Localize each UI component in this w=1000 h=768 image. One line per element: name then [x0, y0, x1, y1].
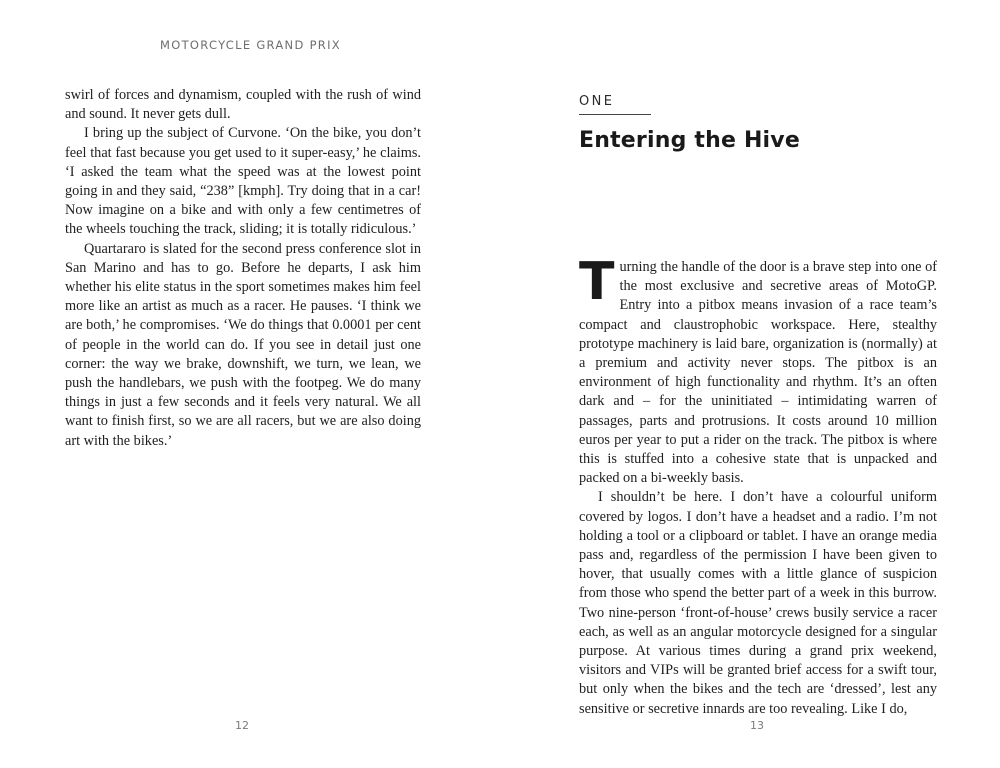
left-page-body — [65, 86, 421, 451]
page-number: 12 — [235, 719, 249, 732]
opening-paragraph — [579, 252, 937, 488]
opening-paragraph-text: urning the handle of the door is a brave step into one of the most exclusive and secretive areas of MotoGP. Entry into a pitbox means invasion of a race team’s compact and claustrophobic workspace. Here, stealthy prototype machinery is laid bare, organization is (normally) at a premium and activity never stops. The pitbox is an environment of high functionality and rhythm. It’s an often dark and – for the uninitiated – intimidating warren of passages, parts and protrusions. It costs around 10 million euros per year to put a rider on the track. The pitbox is where this is stuffed into a cohesive state that is unpacked and packed on a bi-weekly basis. — [579, 259, 937, 487]
right-page — [500, 0, 1000, 768]
chapter-label: ONE — [579, 94, 651, 115]
right-page-body — [579, 252, 937, 719]
paragraph: swirl of forces and dynamism, coupled with the rush of wind and sound. It never gets dull. — [65, 87, 421, 123]
drop-cap: T — [579, 252, 615, 312]
paragraph: I shouldn’t be here. I don’t have a colourful uniform covered by logos. I don’t have a headset and a radio. I’m not holding a tool or a clipboard or tablet. I have an orange media pass and, regardless of the permission I have been given to hover, that usually comes with a little glance of suspicion from those who spend the better part of a week in this burrow. Two nine-person ‘front-of-house’ crews busily service a racer each, as well as an angular motorcycle designed for a singular purpose. At various times during a grand prix weekend, visitors and VIPs will be granted brief access for a swift tour, but only when the bikes and the tech are ‘dressed’, lest any sensitive or secretive innards are too revealing. Like I do, — [579, 489, 937, 717]
page-number: 13 — [750, 719, 764, 732]
paragraph: Quartararo is slated for the second press conference slot in San Marino and has to go. Before he departs, I ask him whether his elite status in the sport sometimes makes him feel more like an artist as much as a racer. He pauses. ‘I think we are both,’ he compromises. ‘We do things that 0.0001 per cent of people in the world can do. If you see in detail just one corner: the way we brake, downshift, we turn, we lean, we push the handlebars, we push with the footpeg. We do many things in just a few seconds and it feels very natural. We all want to finish first, so we are all racers, but we are also doing art with the bikes.’ — [65, 240, 421, 449]
running-head: MOTORCYCLE GRAND PRIX — [160, 38, 341, 52]
paragraph: I bring up the subject of Curvone. ‘On the bike, you don’t feel that fast because you get used to it super-easy,’ he claims. ‘I asked the team what the speed was at the lowest point going in and they said, “238” [kmph]. Try doing that in a car! Now imagine on a bike and with only a few centimetres of the wheels touching the track, sliding; it is totally ridiculous.’ — [65, 125, 421, 238]
chapter-title: Entering the Hive — [579, 128, 800, 153]
